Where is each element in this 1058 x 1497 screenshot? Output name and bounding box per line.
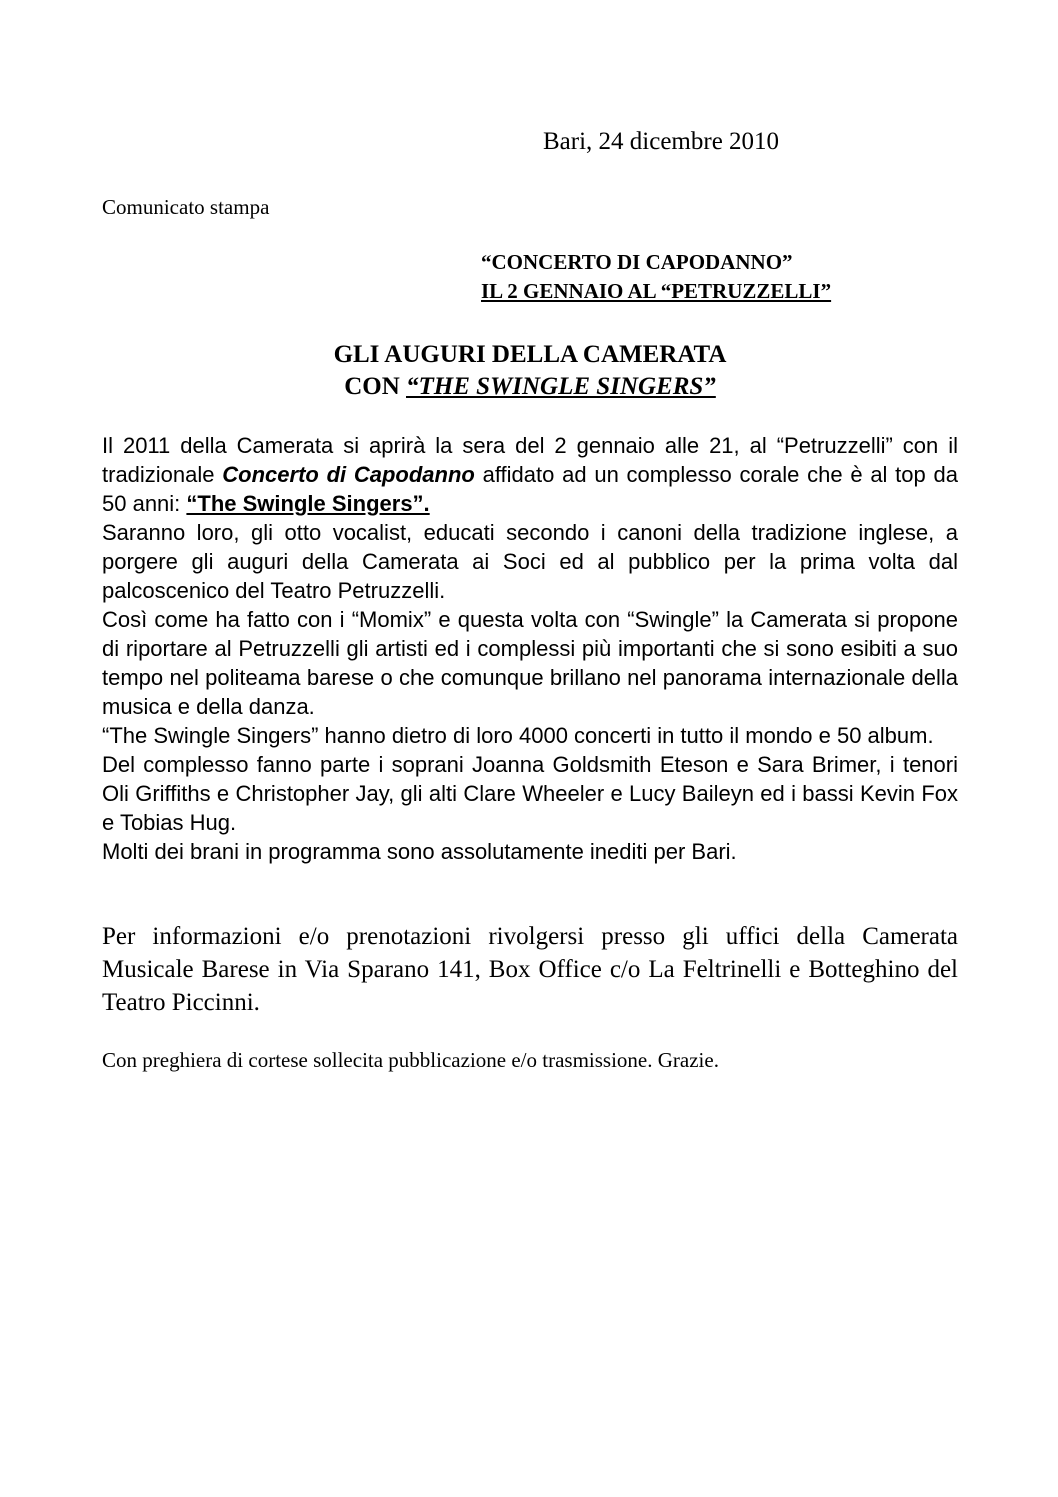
headline-line-1: GLI AUGURI DELLA CAMERATA [333, 341, 727, 368]
press-release-body [102, 431, 958, 866]
booking-info: Per informazioni e/o prenotazioni rivolgersi presso gli uffici della Camerata Musicale Barese in Via Sparano 141, Box Office c/o La Feltrinelli e Botteghino del Teatro Piccinni. [102, 923, 958, 1016]
paragraph-intro [102, 431, 958, 518]
paragraph-members: Del complesso fanno parte i soprani Joanna Goldsmith Eteson e Sara Brimer, i tenori Oli Griffiths e Christopher Jay, gli alti Clare Wheeler e Lucy Baileyn ed i bassi Kevin Fox e Tobias Hug. [102, 752, 958, 835]
paragraph-intro-text-b: affidato ad un complesso corale che è al top da 50 anni: [102, 462, 958, 516]
event-title-line: “CONCERTO DI CAPODANNO” [481, 250, 793, 274]
paragraph-intro-text-a: Il 2011 della Camerata si aprirà la sera del 2 gennaio alle 21, al “Petruzzelli” con il tradizionale [102, 433, 958, 487]
headline-prefix: CON [344, 373, 406, 400]
paragraph-repertoire: Molti dei brani in programma sono assolutamente inediti per Bari. [102, 839, 737, 864]
headline [102, 339, 958, 403]
document-date: Bari, 24 dicembre 2010 [543, 128, 780, 155]
headline-performer: “THE SWINGLE SINGERS” [406, 373, 716, 400]
paragraph-vocalists: Saranno loro, gli otto vocalist, educati secondo i canoni della tradizione inglese, a porgere gli auguri della Camerata ai Soci ed al pubblico per la prima volta dal palcoscenico del Teatro Petruzzelli. [102, 520, 958, 603]
document-type-label: Comunicato stampa [102, 195, 270, 219]
paragraph-programme: Così come ha fatto con i “Momix” e questa volta con “Swingle” la Camerata si propone di riportare al Petruzzelli gli artisti ed i complessi più importanti che si sono esibiti a suo tempo nel politeama barese o che comunque brillano nel panorama internazionale della musica e della danza. [102, 607, 958, 719]
event-title-block [481, 248, 831, 306]
closing-note: Con preghiera di cortese sollecita pubblicazione e/o trasmissione. Grazie. [102, 1048, 719, 1072]
event-date-line: IL 2 GENNAIO AL “PETRUZZELLI” [481, 279, 832, 303]
paragraph-concerts: “The Swingle Singers” hanno dietro di loro 4000 concerti in tutto il mondo e 50 album. [102, 723, 934, 748]
concert-name: Concerto di Capodanno [222, 462, 475, 487]
headline-line-2 [102, 371, 958, 403]
performer-name: “The Swingle Singers”. [186, 491, 430, 516]
